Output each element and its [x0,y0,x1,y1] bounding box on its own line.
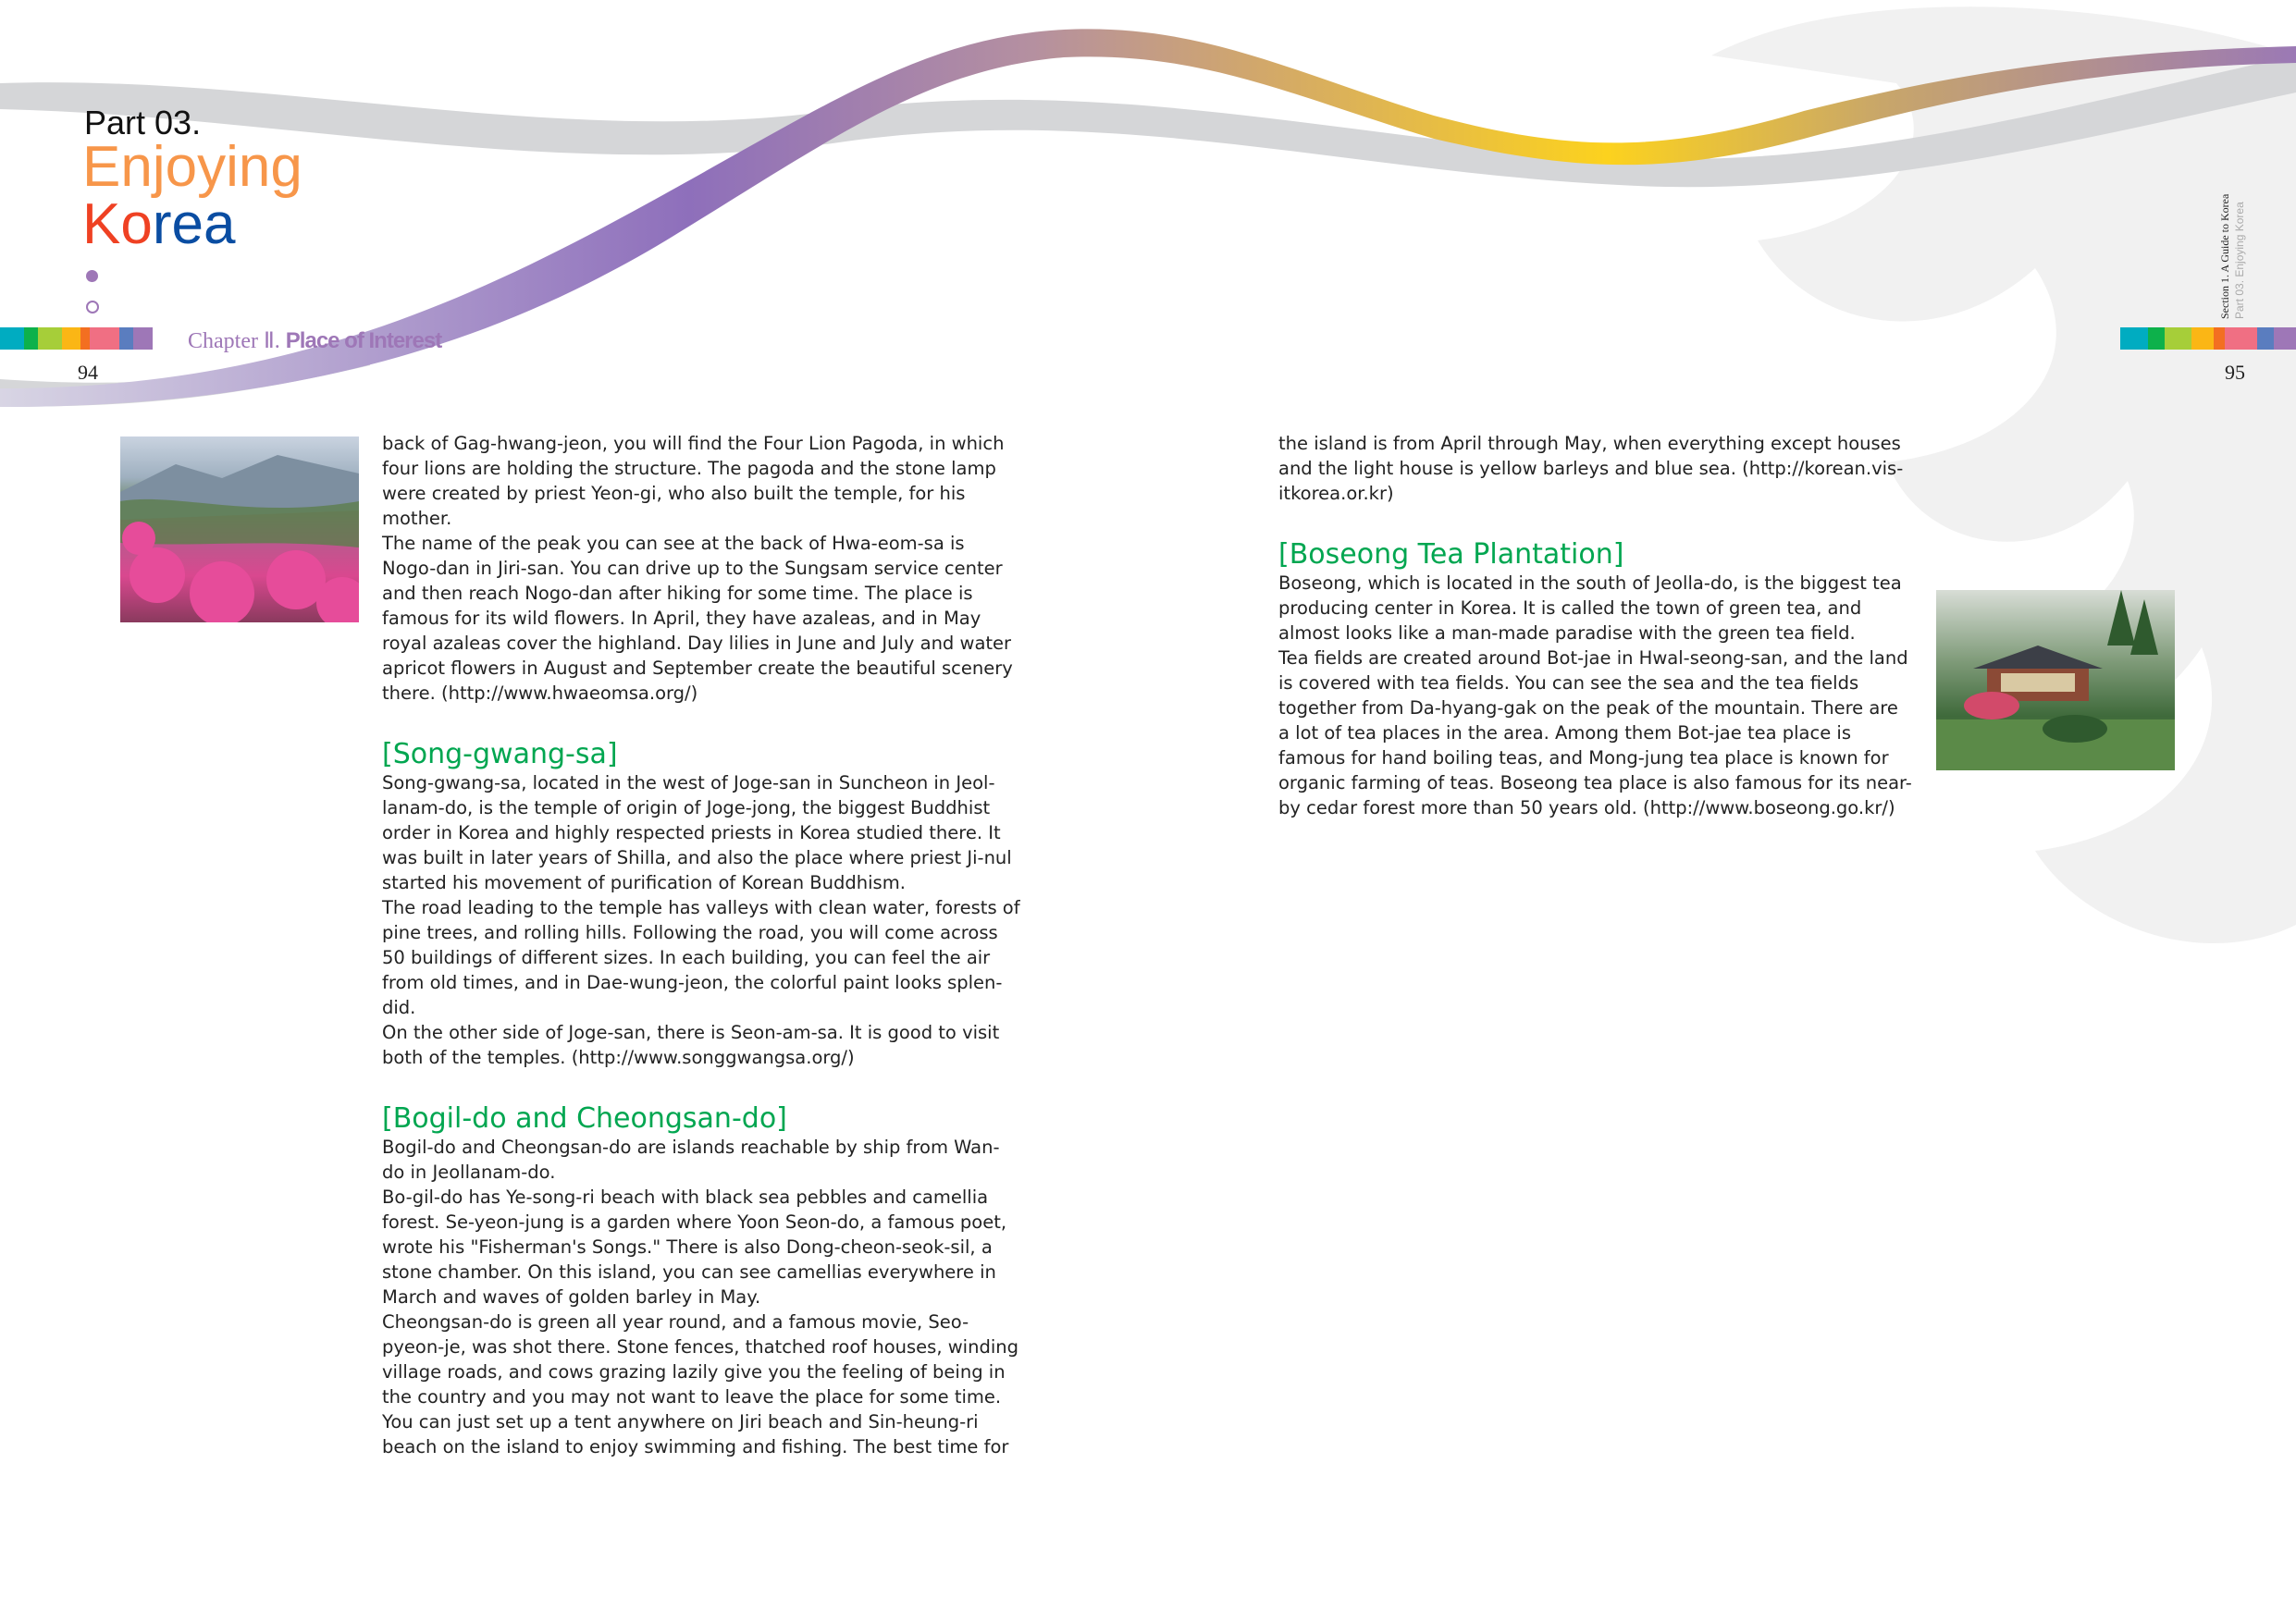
title-enjoying: Enjoying [82,135,302,199]
title-korea [82,192,236,256]
text-line: and the light house is yellow barleys and blue sea. (http://korean.vis- [1278,458,1904,479]
azalea-mountain-photo [120,436,359,622]
text-line: beach on the island to enjoy swimming and fishing. The best time for [382,1436,1009,1457]
text-line: Cheongsan-do is green all year round, and a famous movie, Seo- [382,1311,969,1333]
running-header-vertical [2218,194,2246,319]
text-line: do in Jeollanam-do. [382,1162,556,1183]
text-line: a lot of tea places in the area. Among them Bot-jae tea place is [1278,722,1851,744]
part-label-vertical: Part 03. Enjoying Korea [2233,202,2246,319]
text-line: is covered with tea fields. You can see the sea and the tea fields [1278,672,1859,694]
text-line: The road leading to the temple has valleys with clean water, forests of [382,897,1020,918]
text-line: there. (http://www.hwaeomsa.org/) [382,682,698,704]
section-label: Section 1. A Guide to Korea [2218,193,2231,319]
text-line: apricot flowers in August and September create the beautiful scenery [382,658,1013,679]
text-line: producing center in Korea. It is called the town of green tea, and [1278,597,1862,619]
section-heading: [Boseong Tea Plantation] [1278,538,1624,571]
text-line: 50 buildings of different sizes. In each building, you can feel the air [382,947,991,968]
part-label: Part 03. [84,104,202,141]
text-line: Tea fields are created around Bot-jae in Hwal-seong-san, and the land [1278,647,1908,669]
text-line: pyeon-je, was shot there. Stone fences, thatched roof houses, winding [382,1336,1018,1358]
text-line: Nogo-dan in Jiri-san. You can drive up to the Sungsam service center [382,558,1003,579]
text-line: stone chamber. On this island, you can see camellias everywhere in [382,1261,996,1283]
text-line: March and waves of golden barley in May. [382,1286,761,1308]
color-bars-right [2120,327,2296,350]
text-line: mother. [382,508,452,529]
text-line: from old times, and in Dae-wung-jeon, the colorful paint looks splen- [382,972,1003,993]
text-line: forest. Se-yeon-jung is a garden where Yoon Seon-do, a famous poet, [382,1211,1007,1233]
text-line: Song-gwang-sa, located in the west of Joge-san in Suncheon in Jeol- [382,772,995,793]
section-heading: [Bogil-do and Cheongsan-do] [382,1102,787,1135]
text-line: was built in later years of Shilla, and also the place where priest Ji-nul [382,847,1012,868]
text-line: order in Korea and highly respected priests in Korea studied there. It [382,822,1001,843]
chapter-title: Place of Interest [285,328,442,353]
text-line: were created by priest Yeon-gi, who also built the temple, for his [382,483,966,504]
text-line: almost looks like a man-made paradise with the green tea field. [1278,622,1856,644]
text-line: the country and you may not want to leave the place for some time. [382,1386,1002,1408]
chapter-prefix: Chapter Ⅱ. [188,329,286,353]
filled-dot-icon [86,270,98,282]
title-korea-ko: Ko [82,192,153,256]
text-line: organic farming of teas. Boseong tea place is also famous for its near- [1278,772,1912,793]
tea-house-photo [1936,590,2175,770]
title-korea-rea: rea [152,192,236,256]
article-section [382,739,1030,1070]
text-line: famous for its wild flowers. In April, they have azaleas, and in May [382,608,981,629]
left-text-column [382,431,1030,1459]
text-line: started his movement of purification of Korean Buddhism. [382,872,906,893]
text-line: together from Da-hyang-gak on the peak of the mountain. There are [1278,697,1898,719]
text-line: village roads, and cows grazing lazily give you the feeling of being in [382,1361,1006,1383]
hollow-dot-icon [86,301,99,314]
color-bars-left [0,327,176,350]
text-line: the island is from April through May, when everything except houses [1278,433,1901,454]
text-line: royal azaleas cover the highland. Day lilies in June and July and water [382,633,1012,654]
text-line: lanam-do, is the temple of origin of Joge-jong, the biggest Buddhist [382,797,991,818]
text-line: Bo-gil-do has Ye-song-ri beach with black sea pebbles and camellia [382,1187,989,1208]
text-line: pine trees, and rolling hills. Following the road, you will come across [382,922,998,943]
text-line: four lions are holding the structure. The pagoda and the stone lamp [382,458,996,479]
page-number-left: 94 [78,361,98,384]
text-line: Boseong, which is located in the south of Jeolla-do, is the biggest tea [1278,572,1902,594]
article-section [382,1103,1030,1459]
text-line: itkorea.or.kr) [1278,483,1394,504]
text-line: The name of the peak you can see at the back of Hwa-eom-sa is [382,533,965,554]
article-section [1278,539,1926,820]
text-line: You can just set up a tent anywhere on Jiri beach and Sin-heung-ri [382,1411,979,1432]
text-line: and then reach Nogo-dan after hiking for some time. The place is [382,583,973,604]
page-number-right: 95 [2225,361,2245,384]
text-line: by cedar forest more than 50 years old. (http://www.boseong.go.kr/) [1278,797,1895,818]
section-heading: [Song-gwang-sa] [382,738,618,770]
text-line: back of Gag-hwang-jeon, you will find the Four Lion Pagoda, in which [382,433,1005,454]
text-line: On the other side of Joge-san, there is Seon-am-sa. It is good to visit [382,1022,1000,1043]
text-line: Bogil-do and Cheongsan-do are islands reachable by ship from Wan- [382,1137,1000,1158]
text-line: wrote his "Fisherman's Songs." There is also Dong-cheon-seok-sil, a [382,1236,993,1258]
right-text-column [1278,431,1926,820]
text-line: famous for hand boiling teas, and Mong-jung tea place is known for [1278,747,1889,768]
text-line: did. [382,997,416,1018]
article-section [382,431,1030,706]
article-section [1278,431,1926,506]
chapter-heading [188,327,441,354]
text-line: both of the temples. (http://www.songgwangsa.org/) [382,1047,855,1068]
